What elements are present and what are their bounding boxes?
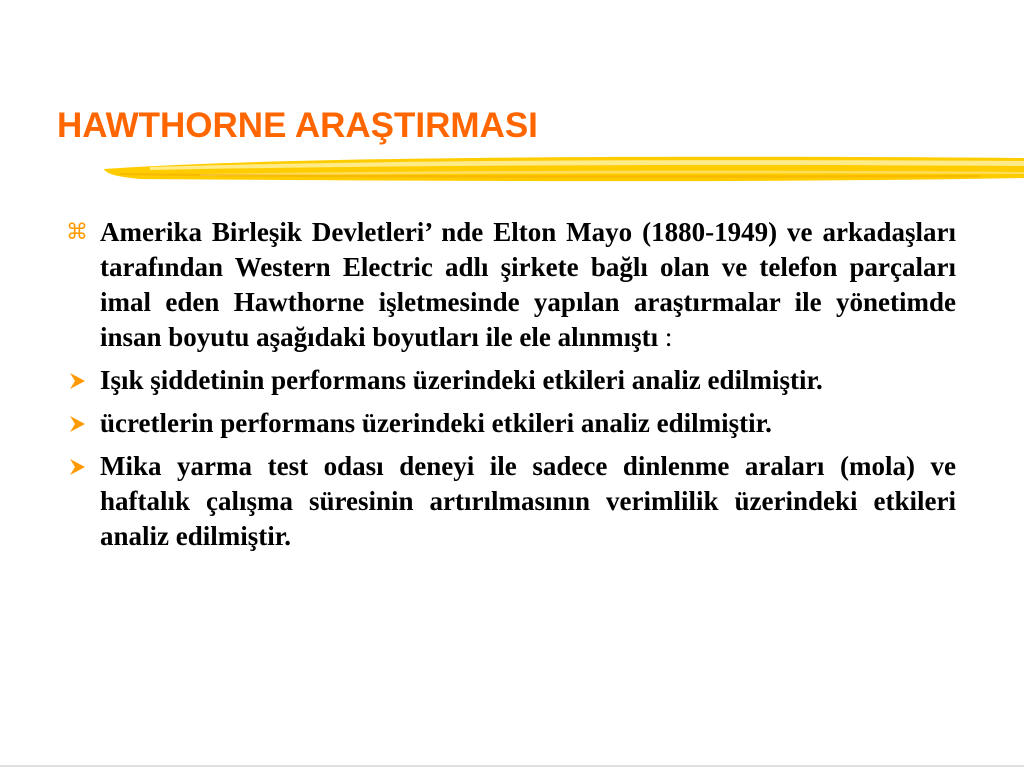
slide-body [62, 215, 956, 554]
list-item-text: Işık şiddetinin performans üzerindeki etkileri analiz edilmiştir. [100, 365, 823, 395]
arrow-bullet-icon [62, 449, 92, 484]
intro-paragraph [62, 215, 956, 355]
bottom-divider [0, 765, 1024, 767]
list-item [62, 406, 956, 441]
list-item [62, 363, 956, 398]
arrow-bullet-icon [62, 406, 92, 441]
intro-colon: : [658, 322, 673, 352]
list-item-text: ücretlerin performans üzerindeki etkileri analiz edilmiştir. [100, 408, 772, 438]
brush-stroke-underline [0, 145, 1024, 190]
list-item-text: Mika yarma test odası deneyi ile sadece dinlenme araları (mola) ve haftalık çalışma süresinin artırılmasının verimlilik üzerindeki etkileri analiz edilmiştir. [100, 451, 956, 551]
arrow-bullet-icon [62, 363, 92, 398]
command-key-icon: ⌘ [66, 220, 88, 245]
slide-title: HAWTHORNE ARAŞTIRMASI [57, 106, 538, 145]
list-item [62, 449, 956, 554]
intro-text: Amerika Birleşik Devletleri’ nde Elton Mayo (1880-1949) ve arkadaşları tarafından Western Electric adlı şirkete bağlı olan ve telefon parçaları imal eden Hawthorne işletmesinde yapılan araştırmalar ile yönetimde insan boyutu aşağıdaki boyutları ile ele alınmıştı [100, 217, 956, 352]
